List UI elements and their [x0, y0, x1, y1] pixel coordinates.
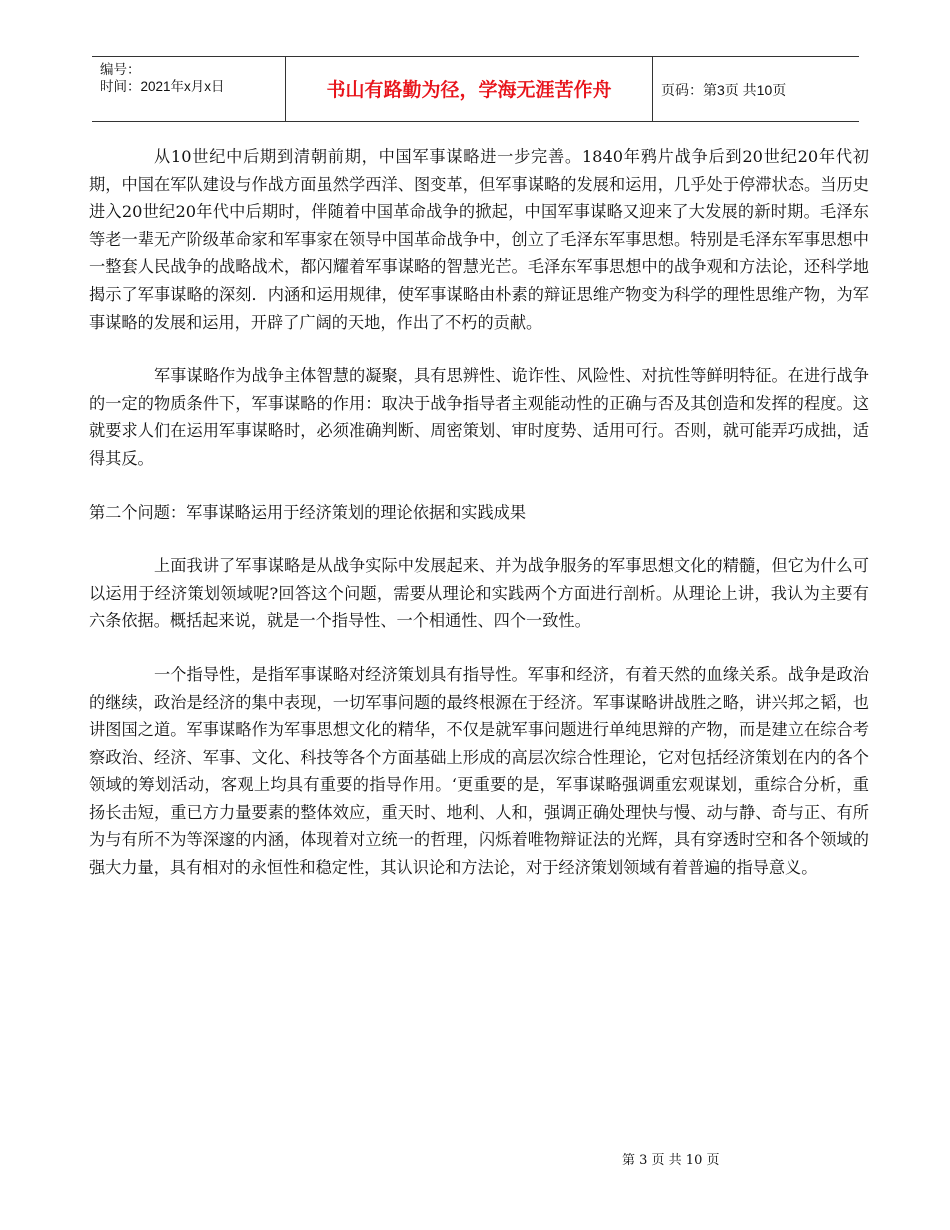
- body-paragraph: 一个指导性，是指军事谋略对经济策划具有指导性。军事和经济，有着天然的血缘关系。战争是政治的继续，政治是经济的集中表现，一切军事问题的最终根源在于经济。军事谋略讲战胜之略，讲兴邦之韬，也讲图国之道。军事谋略作为军事思想文化的精华，不仅是就军事问题进行单纯思辩的产物，而是建立在综合考察政治、经济、军事、文化、科技等各个方面基础上形成的高层次综合性理论，它对包括经济策划在内的各个领域的筹划活动，客观上均具有重要的指导作用。‘更重要的是，军事谋略强调重宏观谋划，重综合分析，重扬长击短，重已方力量要素的整体效应，重天时、地利、人和，强调正确处理快与慢、动与静、奇与正、有所为与有所不为等深邃的内涵，体现着对立统一的哲理，闪烁着唯物辩证法的光辉，具有穿透时空和各个领域的强大力量，具有相对的永恒性和稳定性，其认识论和方法论，对于经济策划领域有着普遍的指导意义。: [89, 664, 869, 878]
- header-page-info: 页码：第3页 共10页: [661, 82, 787, 98]
- document-body: [89, 143, 869, 908]
- body-paragraph: 从10世纪中后期到清朝前期，中国军事谋略进一步完善。1840年鸦片战争后到20世纪20年代初期，中国在军队建设与作战方面虽然学西洋、图变革，但军事谋略的发展和运用，几乎处于停滞状态。当历史进入20世纪20年代中后期时，伴随着中国革命战争的掀起，中国军事谋略又迎来了大发展的新时期。毛泽东等老一辈无产阶级革命家和军事家在领导中国革命战争中，创立了毛泽东军事思想。特别是毛泽东军事思想中一整套人民战争的战略战术，都闪耀着军事谋略的智慧光芒。毛泽东军事思想中的战争观和方法论，还科学地揭示了军事谋略的深刻．内涵和运用规律，使军事谋略由朴素的辩证思维产物变为科学的理性思维产物，为军事谋略的发展和运用，开辟了广阔的天地，作出了不朽的贡献。: [89, 147, 869, 332]
- section-heading: 第二个问题：军事谋略运用于经济策划的理论依据和实践成果: [89, 502, 527, 522]
- page-header: [92, 56, 859, 122]
- document-code-label: 编号：: [100, 62, 141, 77]
- page-footer: 第 3 页 共 10 页: [622, 1153, 720, 1168]
- header-divider: [652, 57, 653, 121]
- header-meta: [100, 61, 225, 95]
- body-paragraph: 军事谋略作为战争主体智慧的凝聚，具有思辨性、诡诈性、风险性、对抗性等鲜明特征。在进行战争的一定的物质条件下，军事谋略的作用：取决于战争指导者主观能动性的正确与否及其创造和发挥的程度。这就要求人们在运用军事谋略时，必须准确判断、周密策划、审时度势、适用可行。否则，就可能弄巧成拙，适得其反。: [89, 366, 869, 468]
- body-paragraph: 上面我讲了军事谋略是从战争实际中发展起来、并为战争服务的军事思想文化的精髓，但它为什么可以运用于经济策划领域呢?回答这个问题，需要从理论和实践两个方面进行剖析。从理论上讲，我认为主要有六条依据。概括起来说，就是一个指导性、一个相通性、四个一致性。: [89, 556, 869, 631]
- header-motto: 书山有路勤为径，学海无涯苦作舟: [326, 79, 612, 101]
- document-date-label: 时间：2021年x月x日: [100, 79, 225, 94]
